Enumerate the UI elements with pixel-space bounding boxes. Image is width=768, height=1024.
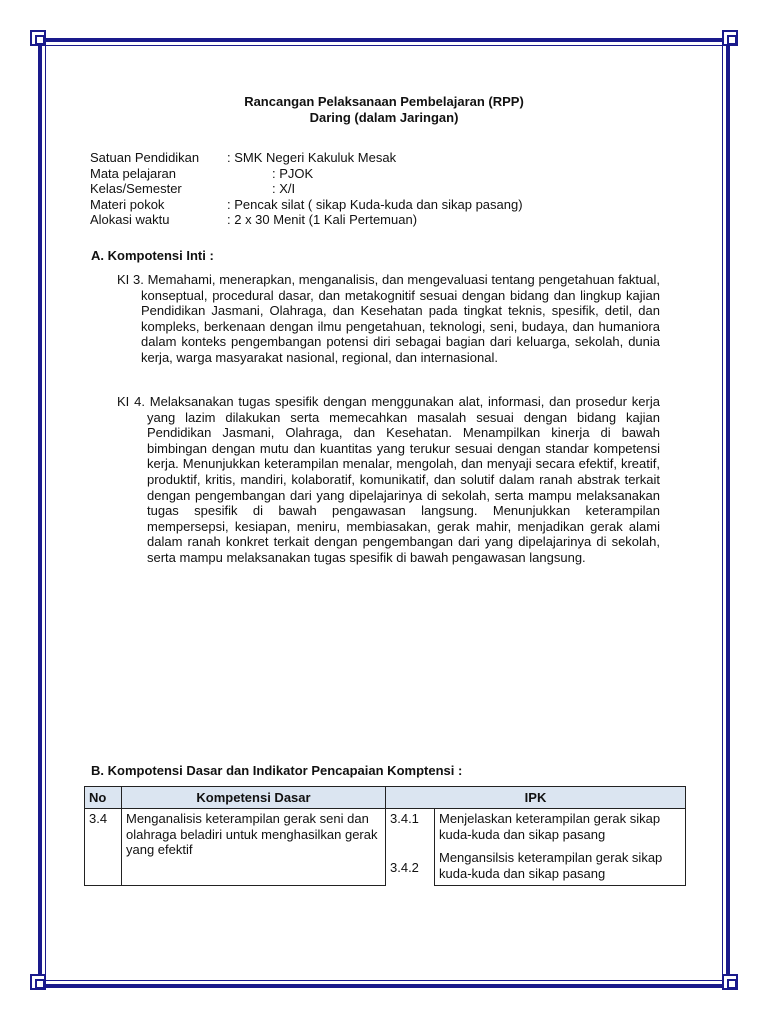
kd-ipk-table [84, 786, 686, 886]
document-subtitle: Daring (dalam Jaringan) [309, 110, 459, 125]
border-corner-ornament [722, 30, 738, 46]
border-corner-ornament [30, 974, 46, 990]
meta-label: Kelas/Semester [90, 181, 182, 196]
cell-kd: Menganalisis keterampilan gerak seni dan olahraga beladiri untuk menghasilkan gerak yang efektif [122, 809, 386, 886]
cell-ipk-text: Menjelaskan keterampilan gerak sikap kuda-kuda dan sikap pasang [435, 809, 686, 845]
meta-value: : Pencak silat ( sikap Kuda-kuda dan sikap pasang) [227, 196, 523, 212]
header-no: No [85, 787, 122, 809]
meta-value: : X/I [272, 181, 296, 196]
ki4-paragraph: KI 4. Melaksanakan tugas spesifik dengan menggunakan alat, informasi, dan prosedur kerja yang lazim dilakukan serta memecahkan masalah sesuai dengan bidang kajian Pendidikan Jasmani, Olahraga, dan Kesehatan. Menampilkan kinerja di bawah bimbingan dengan mutu dan kuantitas yang terukur sesuai dengan standar kompetensi kerja. Menunjukkan keterampilan menalar, mengolah, dan menyaji secara efektif, kreatif, produktif, kritis, mandiri, kolaboratif, komunikatif, dan solutif dalam ranah abstrak terkait dengan pengembangan dari yang dipelajarinya di sekolah, serta mampu melaksanakan tugas spesifik di bawah pengawasan langsung. Menunjukkan keterampilan mempersepsi, kesiapan, meniru, membiasakan, gerak mahir, menjadikan gerak alami dalam ranah konkret terkait dengan pengembangan dari yang dipelajarinya di sekolah, serta mampu melaksanakan tugas spesifik di bawah pengawasan langsung. [117, 394, 660, 565]
header-ipk: IPK [386, 787, 686, 809]
table-header-row [85, 787, 686, 809]
border-corner-ornament [30, 30, 46, 46]
table-row [85, 809, 686, 845]
cell-ipk-no: 3.4.1 [386, 809, 435, 845]
border-corner-ornament [722, 974, 738, 990]
document-title: Rancangan Pelaksanaan Pembelajaran (RPP) [244, 94, 524, 109]
ki3-paragraph: KI 3. Memahami, menerapkan, menganalisis, dan mengevaluasi tentang pengetahuan faktual, konseptual, procedural dasar, dan metakognitif sesuai dengan bidang dan lingkup kajian Pendidikan Jasmani, Olahraga, dan Kesehatan pada tingkat teknis, spesifik, detil, dan kompleks, berkenaan dengan ilmu pengetahuan, teknologi, seni, budaya, dan humaniora dalam konteks pengembangan potensi diri sebagai bagian dari keluarga, sekolah, dunia kerja, warga masyarakat nasional, regional, dan internasional. [117, 272, 660, 365]
section-b-heading: B. Kompotensi Dasar dan Indikator Pencapaian Komptensi : [91, 763, 463, 778]
cell-ipk-text: Mengansilsis keterampilan gerak sikap kuda-kuda dan sikap pasang [435, 844, 686, 886]
header-kd: Kompetensi Dasar [122, 787, 386, 809]
meta-value: : PJOK [272, 165, 314, 181]
cell-ipk-no: 3.4.2 [386, 844, 435, 886]
meta-label: Mata pelajaran [90, 165, 176, 181]
meta-value: : SMK Negeri Kakuluk Mesak [227, 150, 397, 165]
meta-label: Satuan Pendidikan [90, 150, 200, 165]
meta-label: Materi pokok [90, 196, 165, 212]
meta-label: Alokasi waktu [90, 212, 170, 227]
section-a-heading: A. Kompotensi Inti : [91, 248, 214, 263]
meta-value: : 2 x 30 Menit (1 Kali Pertemuan) [227, 212, 418, 227]
cell-no: 3.4 [85, 809, 122, 886]
